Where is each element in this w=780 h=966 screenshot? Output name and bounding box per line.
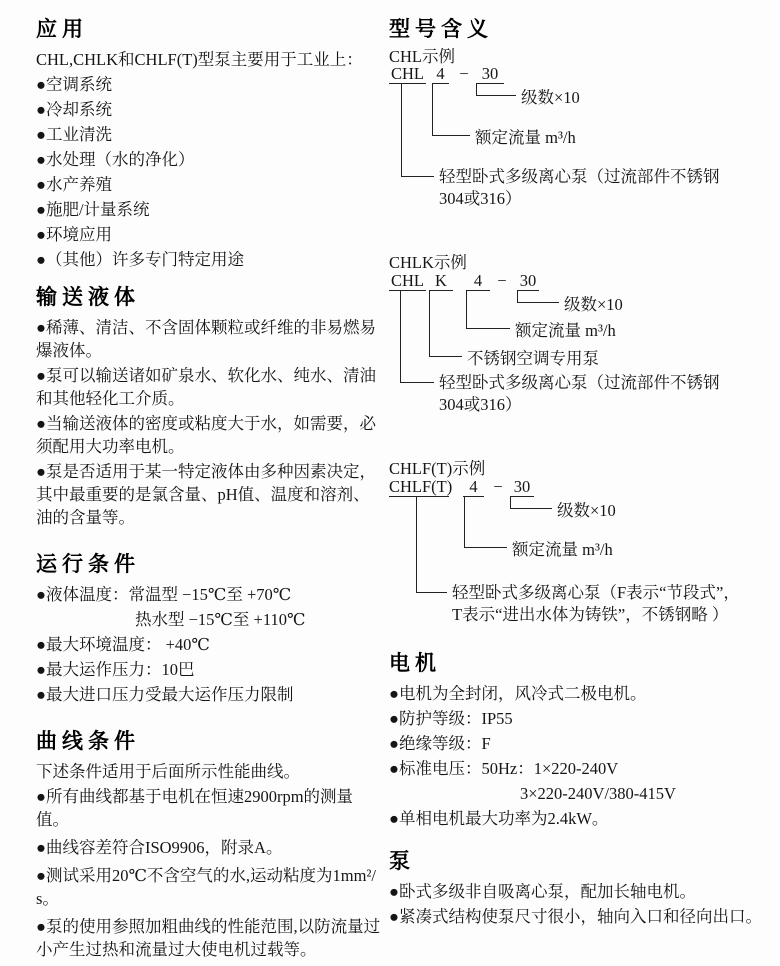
model-code-segment-stage: 30 — [510, 478, 534, 497]
application-item: ●空调系统 — [36, 75, 112, 94]
application-item: ●（其他）许多专门特定用途 — [36, 250, 244, 269]
motor-item: ●电机为全封闭，风冷式二极电机。 — [389, 684, 647, 703]
example-label: CHL示例 — [389, 47, 455, 66]
model-code-dash: − — [497, 271, 507, 290]
callout-label-flow: 额定流量 m³/h — [515, 321, 616, 340]
heading-pumped-liquids: 输送液体 — [36, 286, 140, 309]
model-code-segment-series: CHLF(T) — [389, 477, 453, 496]
model-code-segment-stage: 30 — [476, 65, 504, 84]
callout-label-type — [452, 582, 740, 626]
callout-line-type — [400, 291, 434, 383]
section-application — [36, 18, 382, 273]
section-motor — [389, 652, 767, 832]
heading-motor: 电机 — [389, 652, 441, 675]
application-item: ●水产养殖 — [36, 175, 112, 194]
operating-item-temperature: ●液体温度：常温型 −15℃至 +70℃ — [36, 585, 292, 604]
callout-label-flow: 额定流量 m³/h — [512, 540, 613, 559]
callout-label-type-line1: 轻型卧式多级离心泵（F表示“节段式”， — [452, 583, 740, 602]
pump-item: ●卧式多级非自吸离心泵，配加长轴电机。 — [389, 882, 696, 901]
section-pumped-liquids — [36, 286, 382, 531]
operating-item: ●最大环境温度： +40℃ — [36, 635, 210, 654]
callout-line-stage — [517, 291, 559, 303]
callout-label-type-line1: 轻型卧式多级离心泵（过流部件不锈钢 — [439, 167, 720, 186]
model-code-segment-series: CHL — [391, 64, 424, 83]
model-code-dash: − — [493, 477, 503, 496]
callout-line-type — [401, 84, 434, 177]
callout-label-stage: 级数×10 — [557, 501, 616, 520]
model-code-dash: − — [459, 64, 469, 83]
curve-item: ●泵的使用参照加粗曲线的性能范围,以防流量过小产生过热和流量过大使电机过载等。 — [36, 917, 381, 959]
section-pump — [389, 850, 767, 930]
curve-item: ●曲线容差符合ISO9906，附录A。 — [36, 838, 283, 857]
model-example-chl — [389, 48, 767, 216]
curve-intro: 下述条件适用于后面所示性能曲线。 — [36, 762, 300, 781]
model-code-segment-series: CHL — [391, 271, 424, 290]
pump-item: ●紧凑式结构使泵尺寸很小，轴向入口和径向出口。 — [389, 907, 762, 926]
callout-line-flow — [464, 497, 507, 548]
curve-item: ●所有曲线都基于电机在恒速2900rpm的测量值。 — [36, 787, 354, 829]
example-label: CHLF(T)示例 — [389, 459, 486, 478]
section-curve-conditions — [36, 730, 382, 966]
callout-label-type-line1: 轻型卧式多级离心泵（过流部件不锈钢 — [439, 373, 720, 392]
callout-label-stage: 级数×10 — [564, 295, 623, 314]
example-label: CHLK示例 — [389, 253, 467, 272]
liquids-item: ●当输送液体的密度或粘度大于水，如需要，必须配用大功率电机。 — [36, 414, 376, 456]
liquids-item: ●泵是否适用于某一特定液体由多种因素决定，其中最重要的是氯含量、pH值、温度和溶剂、油的含量等。 — [36, 462, 376, 527]
operating-item: ●最大运作压力：10巴 — [36, 660, 195, 679]
model-code-segment-flow: 4 — [463, 478, 484, 497]
callout-line-type — [416, 497, 447, 593]
model-code-segment-k: K — [429, 272, 453, 291]
heading-operating-conditions: 运行条件 — [36, 553, 140, 576]
application-item: ●施肥/计量系统 — [36, 200, 150, 219]
motor-item-power: ●单相电机最大功率为2.4kW。 — [389, 809, 609, 828]
heading-curve-conditions: 曲线条件 — [36, 730, 140, 753]
section-operating-conditions — [36, 553, 382, 708]
heading-model-meaning: 型号含义 — [389, 18, 493, 41]
callout-label-type-line2: 304或316） — [439, 395, 522, 414]
motor-item-voltage-3phase: 3×220-240V/380-415V — [520, 784, 676, 803]
application-item: ●冷却系统 — [36, 100, 112, 119]
callout-line-stage — [476, 84, 516, 96]
callout-line-flow — [432, 84, 470, 136]
right-column — [389, 18, 767, 948]
operating-item-temperature-hot: 热水型 −15℃至 +110℃ — [135, 610, 306, 629]
callout-line-flow — [466, 291, 510, 329]
callout-line-stage — [510, 497, 552, 509]
liquids-item: ●稀薄、清洁、不含固体颗粒或纤维的非易燃易爆液体。 — [36, 318, 376, 360]
motor-item: ●绝缘等级：F — [389, 734, 491, 753]
application-intro: CHL,CHLK和CHLF(T)型泵主要用于工业上： — [36, 50, 363, 69]
model-code-segment-flow: 4 — [432, 65, 449, 84]
model-code-segment-stage: 30 — [517, 272, 539, 291]
motor-item-voltage: ●标准电压：50Hz：1×220-240V — [389, 759, 619, 778]
liquids-item: ●泵可以输送诸如矿泉水、软化水、纯水、清油和其他轻化工介质。 — [36, 366, 376, 408]
callout-label-flow: 额定流量 m³/h — [475, 128, 576, 147]
model-code-segment-flow: 4 — [466, 272, 490, 291]
application-item: ●水处理（水的净化） — [36, 150, 195, 169]
application-item: ●环境应用 — [36, 225, 112, 244]
callout-label-type-line2: 304或316） — [439, 189, 522, 208]
callout-label-stage: 级数×10 — [521, 88, 580, 107]
curve-item: ●测试采用20℃不含空气的水,运动粘度为1mm²/s。 — [36, 866, 376, 908]
operating-item: ●最大进口压力受最大运作压力限制 — [36, 685, 294, 704]
heading-application: 应用 — [36, 18, 88, 41]
callout-label-type — [439, 372, 720, 416]
motor-item: ●防护等级：IP55 — [389, 709, 513, 728]
model-example-chlft — [389, 460, 767, 638]
heading-pump: 泵 — [389, 850, 415, 873]
callout-label-k: 不锈钢空调专用泵 — [467, 349, 599, 368]
application-item: ●工业清洗 — [36, 125, 112, 144]
model-example-chlk — [389, 254, 767, 426]
callout-label-type — [439, 166, 720, 210]
callout-label-type-line2: T表示“进出水体为铸铁”，不锈钢略 ） — [452, 605, 729, 624]
